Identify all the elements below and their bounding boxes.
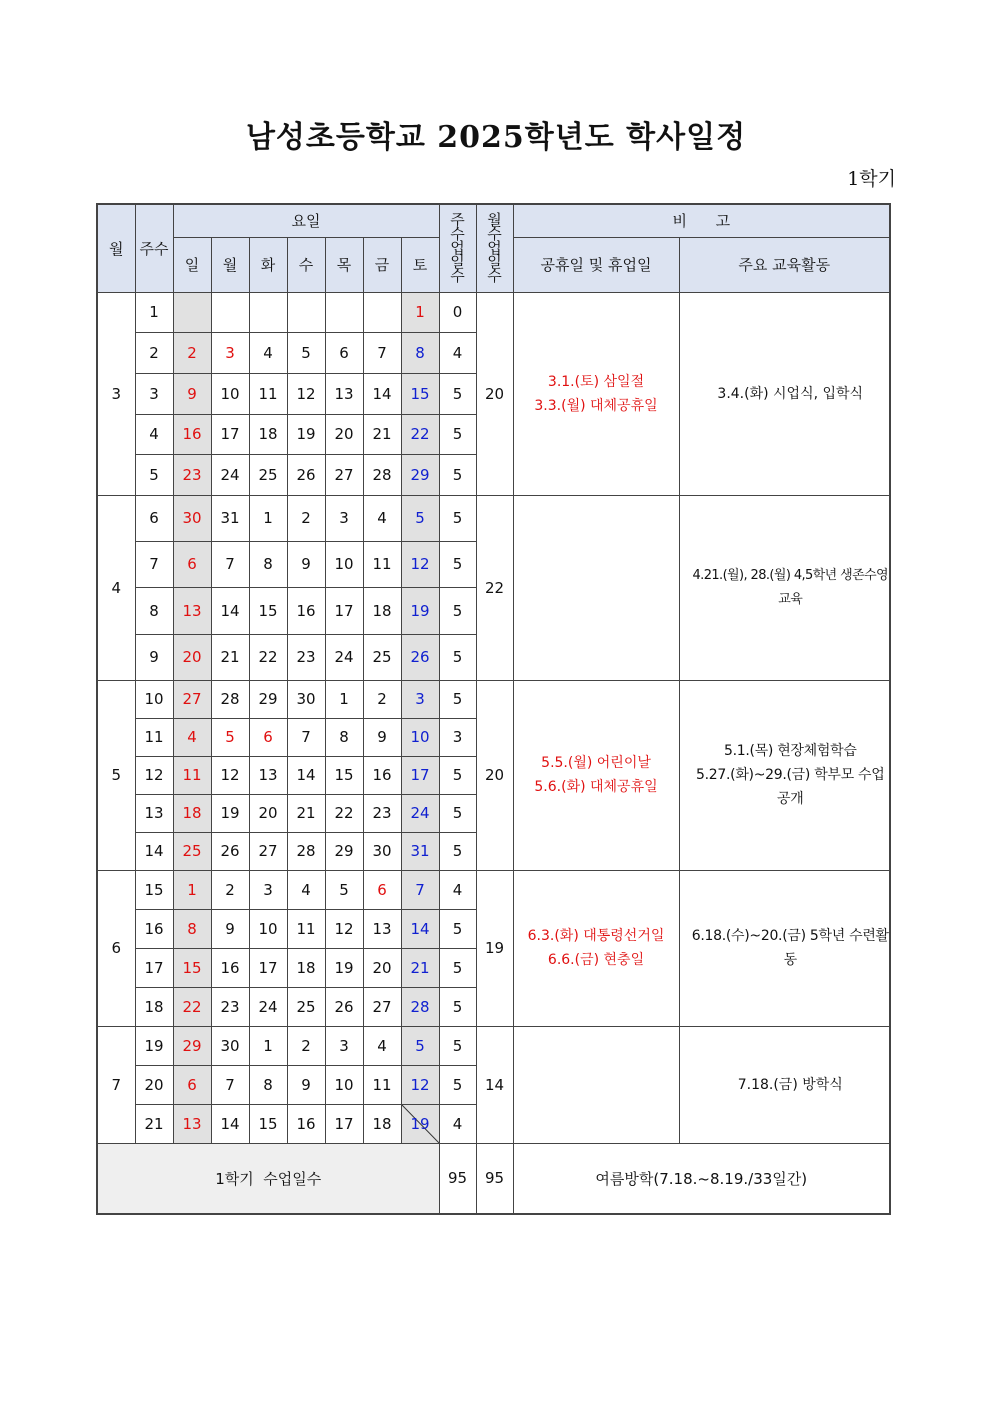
weekly-count-cell: 5 xyxy=(439,756,476,794)
day-cell: 19 xyxy=(211,794,249,832)
holiday-note: 5.6.(화) 대체공휴일 xyxy=(534,779,658,795)
day-cell: 4 xyxy=(287,870,325,909)
day-cell: 6 xyxy=(173,1065,211,1104)
day-cell: 8 xyxy=(401,332,439,373)
day-cell: 2 xyxy=(173,332,211,373)
activity-notes xyxy=(679,680,890,870)
week-cell: 7 xyxy=(135,541,173,587)
day-cell: 29 xyxy=(249,680,287,718)
day-cell: 4 xyxy=(363,495,401,541)
header-weekday-tue: 화 xyxy=(249,237,287,292)
holiday-notes xyxy=(513,292,679,495)
footer-weekly-total: 95 xyxy=(439,1143,476,1214)
activity-note: 3.4.(화) 시업식, 입학식 xyxy=(717,385,864,402)
day-cell: 5 xyxy=(401,1026,439,1065)
month-cell: 6 xyxy=(97,870,135,1026)
weekly-count-cell: 5 xyxy=(439,794,476,832)
header-weekly-days-char: 업 xyxy=(450,239,465,258)
table-row xyxy=(97,1026,890,1065)
week-cell: 17 xyxy=(135,948,173,987)
week-cell: 5 xyxy=(135,454,173,495)
schedule-table xyxy=(96,203,891,1215)
day-cell: 13 xyxy=(249,756,287,794)
day-cell: 13 xyxy=(173,587,211,634)
holiday-note: 6.6.(금) 현충일 xyxy=(547,952,645,968)
day-cell: 14 xyxy=(211,1104,249,1143)
day-cell: 13 xyxy=(325,373,363,414)
footer-monthly-total: 95 xyxy=(476,1143,513,1214)
activity-notes xyxy=(679,870,890,1026)
day-cell: 27 xyxy=(249,832,287,870)
day-cell: 3 xyxy=(249,870,287,909)
day-cell: 26 xyxy=(211,832,249,870)
day-cell: 26 xyxy=(325,987,363,1026)
day-cell: 27 xyxy=(325,454,363,495)
day-cell: 10 xyxy=(325,1065,363,1104)
day-number: 19 xyxy=(410,1114,430,1133)
weekly-count-cell: 5 xyxy=(439,1026,476,1065)
day-cell: 24 xyxy=(211,454,249,495)
day-cell: 31 xyxy=(401,832,439,870)
header-monthly-days xyxy=(476,204,513,292)
day-cell: 16 xyxy=(211,948,249,987)
day-cell: 7 xyxy=(211,541,249,587)
activity-notes xyxy=(679,495,890,680)
week-cell: 16 xyxy=(135,909,173,948)
day-cell: 20 xyxy=(249,794,287,832)
day-cell: 15 xyxy=(249,587,287,634)
day-cell: 30 xyxy=(363,832,401,870)
weekly-count-cell: 5 xyxy=(439,680,476,718)
activity-note: 5.27.(화)~29.(금) 학부모 수업공개 xyxy=(696,767,885,807)
day-cell: 2 xyxy=(287,1026,325,1065)
week-cell: 1 xyxy=(135,292,173,332)
day-cell: 6 xyxy=(249,718,287,756)
day-cell xyxy=(287,292,325,332)
header-weekly-days-char: 수 xyxy=(450,225,465,244)
week-cell: 20 xyxy=(135,1065,173,1104)
activity-notes xyxy=(679,1026,890,1143)
day-cell: 14 xyxy=(287,756,325,794)
day-cell: 25 xyxy=(249,454,287,495)
day-cell: 16 xyxy=(173,414,211,454)
day-cell: 30 xyxy=(173,495,211,541)
day-cell: 15 xyxy=(249,1104,287,1143)
day-cell xyxy=(363,292,401,332)
header-monthly-days-char: 월 xyxy=(487,211,502,230)
day-cell: 13 xyxy=(173,1104,211,1143)
weekly-count-cell: 0 xyxy=(439,292,476,332)
table-row xyxy=(97,292,890,332)
day-cell: 8 xyxy=(325,718,363,756)
day-cell: 6 xyxy=(363,870,401,909)
day-cell: 7 xyxy=(287,718,325,756)
day-cell: 5 xyxy=(401,495,439,541)
header-weekday-wed: 수 xyxy=(287,237,325,292)
weekly-count-cell: 4 xyxy=(439,332,476,373)
day-cell: 14 xyxy=(211,587,249,634)
day-cell: 9 xyxy=(173,373,211,414)
activity-note: 6.18.(수)~20.(금) 5학년 수련활동 xyxy=(691,928,889,968)
header-weekly-days-char: 주 xyxy=(450,211,465,230)
week-cell: 21 xyxy=(135,1104,173,1143)
day-cell: 10 xyxy=(249,909,287,948)
week-cell: 3 xyxy=(135,373,173,414)
day-cell: 21 xyxy=(401,948,439,987)
day-cell: 17 xyxy=(325,1104,363,1143)
day-cell: 24 xyxy=(401,794,439,832)
day-cell: 3 xyxy=(401,680,439,718)
header-monthly-days-char: 수 xyxy=(487,267,502,286)
day-cell: 11 xyxy=(287,909,325,948)
day-cell: 22 xyxy=(401,414,439,454)
day-cell: 8 xyxy=(249,1065,287,1104)
monthly-total-cell: 14 xyxy=(476,1026,513,1143)
day-cell: 29 xyxy=(173,1026,211,1065)
day-cell xyxy=(325,292,363,332)
day-cell: 16 xyxy=(363,756,401,794)
holiday-notes xyxy=(513,680,679,870)
week-cell: 11 xyxy=(135,718,173,756)
day-cell: 16 xyxy=(287,1104,325,1143)
day-cell: 2 xyxy=(363,680,401,718)
header-weekday-sun: 일 xyxy=(173,237,211,292)
holiday-note: 3.3.(월) 대체공휴일 xyxy=(534,397,658,414)
day-cell: 20 xyxy=(325,414,363,454)
day-cell: 25 xyxy=(363,634,401,680)
day-cell: 11 xyxy=(363,541,401,587)
header-monthly-days-char: 수 xyxy=(487,225,502,244)
holiday-notes xyxy=(513,495,679,680)
day-cell: 6 xyxy=(325,332,363,373)
week-cell: 19 xyxy=(135,1026,173,1065)
day-cell: 15 xyxy=(325,756,363,794)
holiday-notes xyxy=(513,870,679,1026)
week-cell: 2 xyxy=(135,332,173,373)
header-holidays: 공휴일 및 휴업일 xyxy=(513,237,679,292)
day-cell: 20 xyxy=(363,948,401,987)
header-weekday-mon: 월 xyxy=(211,237,249,292)
day-cell: 19 xyxy=(325,948,363,987)
week-cell: 15 xyxy=(135,870,173,909)
day-cell: 11 xyxy=(363,1065,401,1104)
day-cell xyxy=(249,292,287,332)
holiday-note: 3.1.(토) 삼일절 xyxy=(547,373,645,390)
activity-notes xyxy=(679,292,890,495)
week-cell: 4 xyxy=(135,414,173,454)
day-cell: 30 xyxy=(287,680,325,718)
day-cell: 23 xyxy=(173,454,211,495)
day-cell: 19 xyxy=(287,414,325,454)
day-cell: 3 xyxy=(325,495,363,541)
day-cell: 25 xyxy=(287,987,325,1026)
day-cell: 4 xyxy=(249,332,287,373)
footer-row xyxy=(97,1143,890,1214)
activity-note: 7.18.(금) 방학식 xyxy=(737,1076,843,1093)
header-weekday-fri: 금 xyxy=(363,237,401,292)
day-cell: 15 xyxy=(401,373,439,414)
month-cell: 3 xyxy=(97,292,135,495)
header-weekly-days-char: 수 xyxy=(450,267,465,286)
day-cell: 28 xyxy=(363,454,401,495)
header-weekly-days-char: 일 xyxy=(450,253,465,272)
weekly-count-cell: 5 xyxy=(439,948,476,987)
day-cell: 1 xyxy=(249,1026,287,1065)
header-remarks: 비 고 xyxy=(513,204,890,237)
day-cell: 15 xyxy=(173,948,211,987)
day-cell: 8 xyxy=(173,909,211,948)
weekly-count-cell: 3 xyxy=(439,718,476,756)
day-cell: 3 xyxy=(211,332,249,373)
day-cell: 12 xyxy=(211,756,249,794)
day-cell: 17 xyxy=(211,414,249,454)
day-cell: 17 xyxy=(325,587,363,634)
day-cell: 2 xyxy=(211,870,249,909)
day-cell: 10 xyxy=(211,373,249,414)
day-cell: 12 xyxy=(287,373,325,414)
page-title: 남성초등학교 2025학년도 학사일정 xyxy=(245,120,747,155)
weekly-count-cell: 5 xyxy=(439,373,476,414)
day-cell: 10 xyxy=(401,718,439,756)
day-cell: 11 xyxy=(249,373,287,414)
table-row xyxy=(97,495,890,541)
weekly-count-cell: 4 xyxy=(439,1104,476,1143)
day-cell: 27 xyxy=(173,680,211,718)
day-cell: 22 xyxy=(249,634,287,680)
week-cell: 9 xyxy=(135,634,173,680)
day-cell: 18 xyxy=(287,948,325,987)
weekly-count-cell: 5 xyxy=(439,587,476,634)
day-cell: 1 xyxy=(173,870,211,909)
day-cell: 18 xyxy=(363,1104,401,1143)
holiday-notes xyxy=(513,1026,679,1143)
month-cell: 5 xyxy=(97,680,135,870)
day-cell: 9 xyxy=(363,718,401,756)
header-weekly-days xyxy=(439,204,476,292)
week-cell: 13 xyxy=(135,794,173,832)
month-cell: 7 xyxy=(97,1026,135,1143)
day-cell: 31 xyxy=(211,495,249,541)
weekly-count-cell: 5 xyxy=(439,909,476,948)
holiday-note: 6.3.(화) 대통령선거일 xyxy=(527,928,665,944)
day-cell: 14 xyxy=(401,909,439,948)
day-cell: 22 xyxy=(173,987,211,1026)
footer-vacation: 여름방학(7.18.~8.19./33일간) xyxy=(513,1143,890,1214)
weekly-count-cell: 5 xyxy=(439,634,476,680)
monthly-total-cell: 19 xyxy=(476,870,513,1026)
day-cell: 3 xyxy=(325,1026,363,1065)
day-cell: 20 xyxy=(173,634,211,680)
day-cell: 1 xyxy=(249,495,287,541)
day-cell: 12 xyxy=(325,909,363,948)
day-cell: 9 xyxy=(287,1065,325,1104)
day-cell: 18 xyxy=(363,587,401,634)
day-cell: 12 xyxy=(401,541,439,587)
day-cell: 29 xyxy=(325,832,363,870)
day-cell: 5 xyxy=(211,718,249,756)
week-cell: 6 xyxy=(135,495,173,541)
weekly-count-cell: 5 xyxy=(439,454,476,495)
day-cell: 9 xyxy=(287,541,325,587)
weekly-count-cell: 5 xyxy=(439,987,476,1026)
weekly-count-cell: 5 xyxy=(439,414,476,454)
day-cell: 28 xyxy=(287,832,325,870)
monthly-total-cell: 20 xyxy=(476,292,513,495)
day-cell: 7 xyxy=(211,1065,249,1104)
day-cell: 1 xyxy=(325,680,363,718)
day-cell: 25 xyxy=(173,832,211,870)
day-cell: 4 xyxy=(363,1026,401,1065)
day-cell: 14 xyxy=(363,373,401,414)
activity-note: 4.21.(월), 28.(월) 4,5학년 생존수영교육 xyxy=(692,567,889,607)
day-cell: 10 xyxy=(325,541,363,587)
header-month: 월 xyxy=(97,204,135,292)
header-weekday-sat: 토 xyxy=(401,237,439,292)
month-cell: 4 xyxy=(97,495,135,680)
day-cell xyxy=(173,292,211,332)
week-cell: 12 xyxy=(135,756,173,794)
day-cell: 7 xyxy=(401,870,439,909)
day-cell: 5 xyxy=(325,870,363,909)
footer-label: 1학기 수업일수 xyxy=(97,1143,439,1214)
day-cell: 13 xyxy=(363,909,401,948)
day-cell: 29 xyxy=(401,454,439,495)
day-cell: 28 xyxy=(401,987,439,1026)
holiday-note: 5.5.(월) 어린이날 xyxy=(541,755,651,771)
day-cell xyxy=(211,292,249,332)
week-cell: 8 xyxy=(135,587,173,634)
day-cell: 21 xyxy=(211,634,249,680)
day-cell: 2 xyxy=(287,495,325,541)
day-cell: 9 xyxy=(211,909,249,948)
day-cell: 27 xyxy=(363,987,401,1026)
day-cell: 26 xyxy=(287,454,325,495)
weekly-count-cell: 5 xyxy=(439,541,476,587)
day-cell: 22 xyxy=(325,794,363,832)
header-week: 주수 xyxy=(135,204,173,292)
day-cell: 23 xyxy=(211,987,249,1026)
day-cell: 8 xyxy=(249,541,287,587)
header-monthly-days-char: 일 xyxy=(487,253,502,272)
monthly-total-cell: 20 xyxy=(476,680,513,870)
day-cell: 6 xyxy=(173,541,211,587)
day-cell: 17 xyxy=(249,948,287,987)
header-weekday-group: 요일 xyxy=(173,204,439,237)
activity-note: 5.1.(목) 현장체험학습 xyxy=(723,743,857,759)
header-activities: 주요 교육활동 xyxy=(679,237,890,292)
day-cell: 24 xyxy=(249,987,287,1026)
day-cell: 26 xyxy=(401,634,439,680)
day-cell: 28 xyxy=(211,680,249,718)
day-cell: 30 xyxy=(211,1026,249,1065)
day-cell: 11 xyxy=(173,756,211,794)
day-cell: 12 xyxy=(401,1065,439,1104)
day-cell: 24 xyxy=(325,634,363,680)
table-row xyxy=(97,870,890,909)
week-cell: 18 xyxy=(135,987,173,1026)
day-cell: 21 xyxy=(363,414,401,454)
day-cell: 17 xyxy=(401,756,439,794)
table-row xyxy=(97,680,890,718)
header-weekday-thu: 목 xyxy=(325,237,363,292)
day-cell xyxy=(401,1104,439,1143)
weekly-count-cell: 5 xyxy=(439,495,476,541)
day-cell: 23 xyxy=(363,794,401,832)
day-cell: 16 xyxy=(287,587,325,634)
day-cell: 1 xyxy=(401,292,439,332)
monthly-total-cell: 22 xyxy=(476,495,513,680)
day-cell: 18 xyxy=(249,414,287,454)
day-cell: 7 xyxy=(363,332,401,373)
day-cell: 4 xyxy=(173,718,211,756)
week-cell: 14 xyxy=(135,832,173,870)
weekly-count-cell: 5 xyxy=(439,832,476,870)
day-cell: 23 xyxy=(287,634,325,680)
weekly-count-cell: 4 xyxy=(439,870,476,909)
weekly-count-cell: 5 xyxy=(439,1065,476,1104)
day-cell: 19 xyxy=(401,587,439,634)
day-cell: 21 xyxy=(287,794,325,832)
semester-label: 1학기 xyxy=(847,168,896,190)
day-cell: 18 xyxy=(173,794,211,832)
week-cell: 10 xyxy=(135,680,173,718)
header-monthly-days-char: 업 xyxy=(487,239,502,258)
day-cell: 5 xyxy=(287,332,325,373)
